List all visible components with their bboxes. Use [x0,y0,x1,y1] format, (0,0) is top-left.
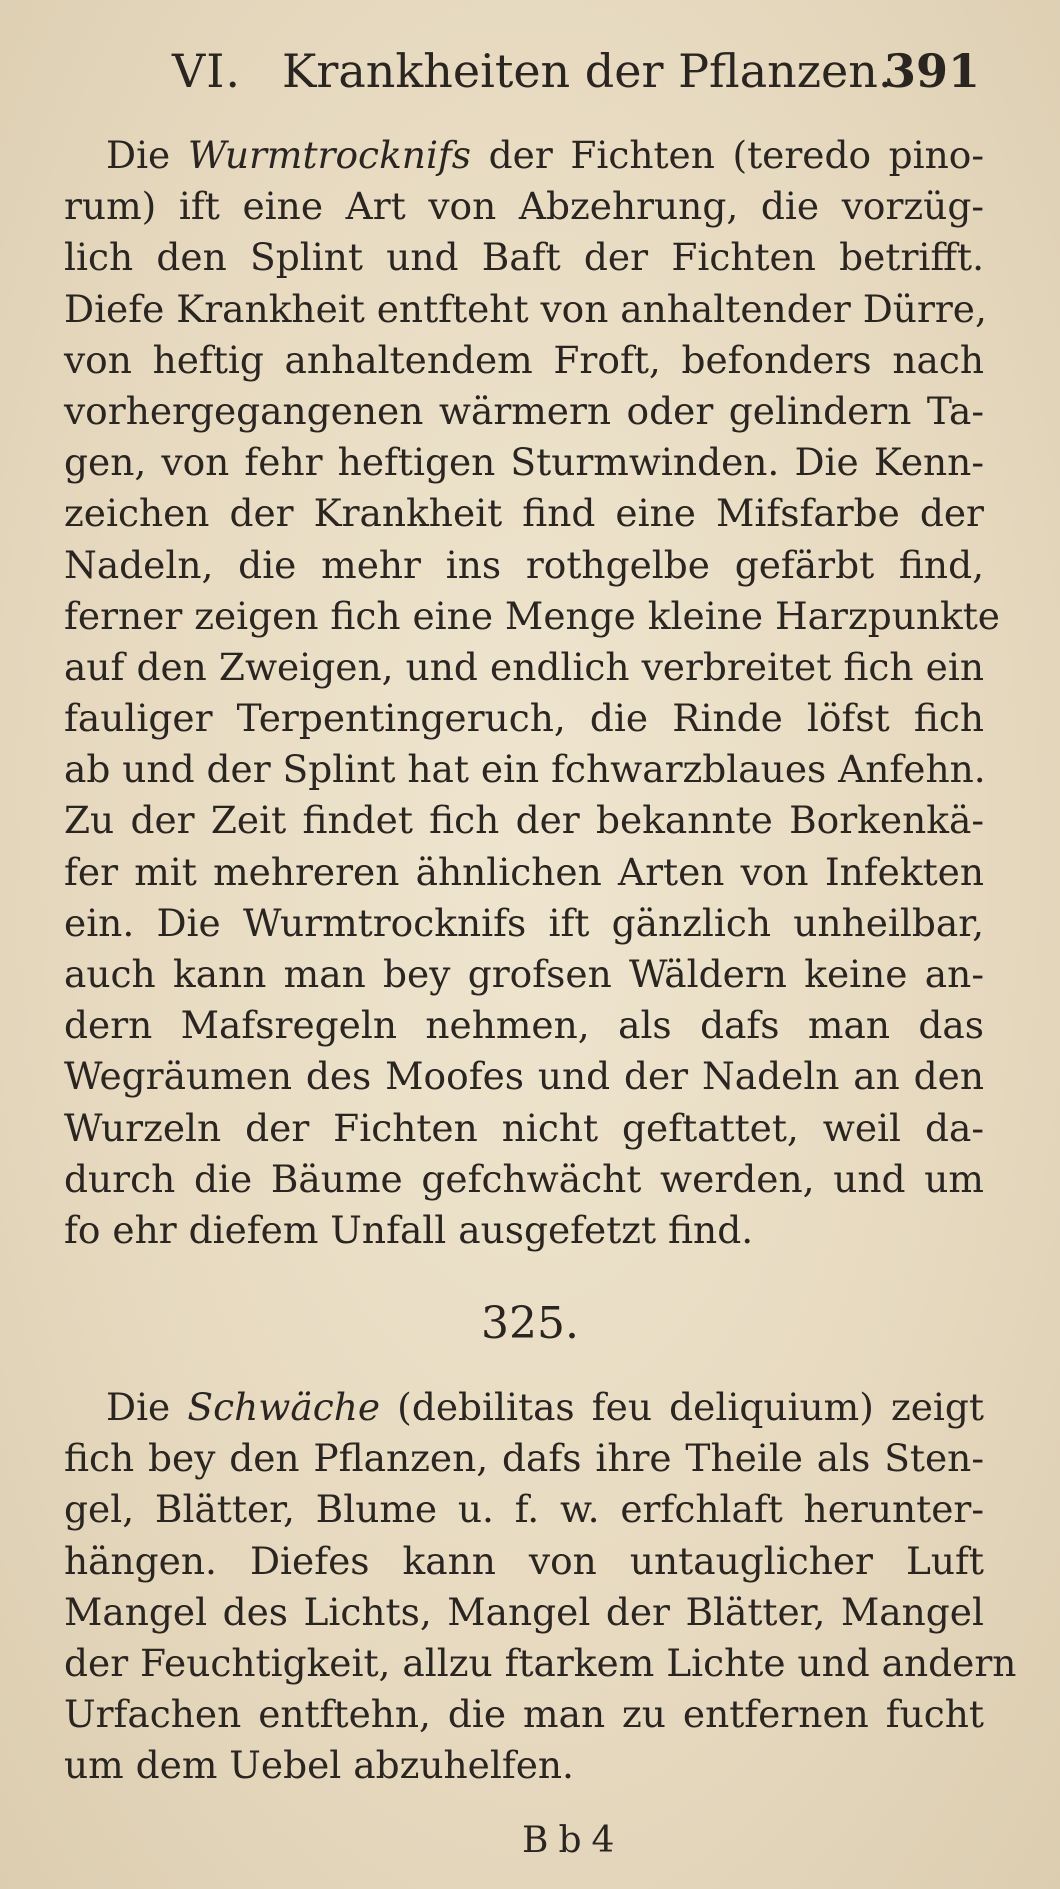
paragraph-line: der Feuchtigkeit, allzu ftarkem Lichte und andern [64,1640,1017,1685]
line-lead: Die [106,133,188,177]
paragraph-line: Nadeln, die mehr ins rothgelbe gefärbt find, [64,542,984,587]
paragraph-line: ferner zeigen fich eine Menge kleine Harzpunkte [64,593,1000,638]
paragraph-line: fauliger Terpentingeruch, die Rinde löfst fich [64,696,984,741]
paragraph-wurmtrocknis [64,130,1000,1256]
paragraph-line: durch die Bäume gefchwächt werden, und um [64,1156,984,1201]
paragraph-line: um dem Uebel abzuhelfen. [64,1743,574,1788]
chapter-number: VI. [172,44,242,98]
paragraph-line: Zu der Zeit findet fich der bekannte Borkenkä- [64,798,984,843]
paragraph-line: Wurzeln der Fichten nicht geftattet, weil da- [64,1105,984,1150]
paragraph-line: ab und der Splint hat ein fchwarzblaues Anfehn. [64,747,986,792]
paragraph-line: fer mit mehreren ähnlichen Arten von Infekten [64,849,984,894]
paragraph-line: hängen. Diefes kann von untauglicher Luft [64,1538,984,1583]
paragraph-line: lich den Splint und Baft der Fichten betrifft. [64,235,984,280]
paragraph-line [64,130,984,181]
line-rest: der Fichten (teredo pino- [471,133,985,177]
paragraph-line: Mangel des Lichts, Mangel der Blätter, Mangel [64,1589,984,1634]
paragraph-line: Urfachen entftehn, die man zu entfernen fucht [64,1692,984,1737]
signature-mark: Bb4 [522,1820,625,1861]
paragraph-line: gen, von fehr heftigen Sturmwinden. Die Kenn- [64,440,984,485]
paragraph-line: auch kann man bey grofsen Wäldern keine an- [64,952,984,996]
line-rest: (debilitas feu deliquium) zeigt [380,1385,984,1429]
paragraph-line: von heftig anhaltendem Froft, befonders nach [64,337,984,382]
paragraph-line: zeichen der Krankheit find eine Mifsfarbe der [64,491,984,536]
paragraph-line: ein. Die Wurmtrocknifs ift gänzlich unheilbar, [64,900,984,945]
paragraph-line: fich bey den Pflanzen, dafs ihre Theile als Sten- [64,1436,984,1481]
paragraph-line: gel, Blätter, Blume u. f. w. erfchlaft herunter- [64,1487,984,1532]
section-number: 325. [481,1298,579,1349]
paragraph-line: fo ehr diefem Unfall ausgefetzt find. [64,1207,754,1252]
paragraph-schwaeche [64,1382,1017,1792]
paragraph-line: dern Mafsregeln nehmen, als dafs man das [64,1003,984,1048]
paragraph-line: rum) ift eine Art von Abzehrung, die vorzüg- [64,184,984,229]
term-italic: Wurmtrocknifs [187,133,472,177]
running-head [172,44,981,104]
paragraph-line: auf den Zweigen, und endlich verbreitet fich ein [64,644,984,689]
paragraph-line [64,1382,984,1433]
chapter-title: Krankheiten der Pflanzen. [282,44,893,98]
paragraph-line: Wegräumen des Moofes und der Nadeln an den [64,1054,984,1099]
term-italic: Schwäche [187,1385,381,1429]
line-lead: Die [106,1385,188,1429]
paragraph-line: Diefe Krankheit entfteht von anhaltender Dürre, [64,286,987,331]
paragraph-line: vorhergegangenen wärmern oder gelindern Ta- [64,388,984,433]
page-number: 391 [884,44,981,98]
